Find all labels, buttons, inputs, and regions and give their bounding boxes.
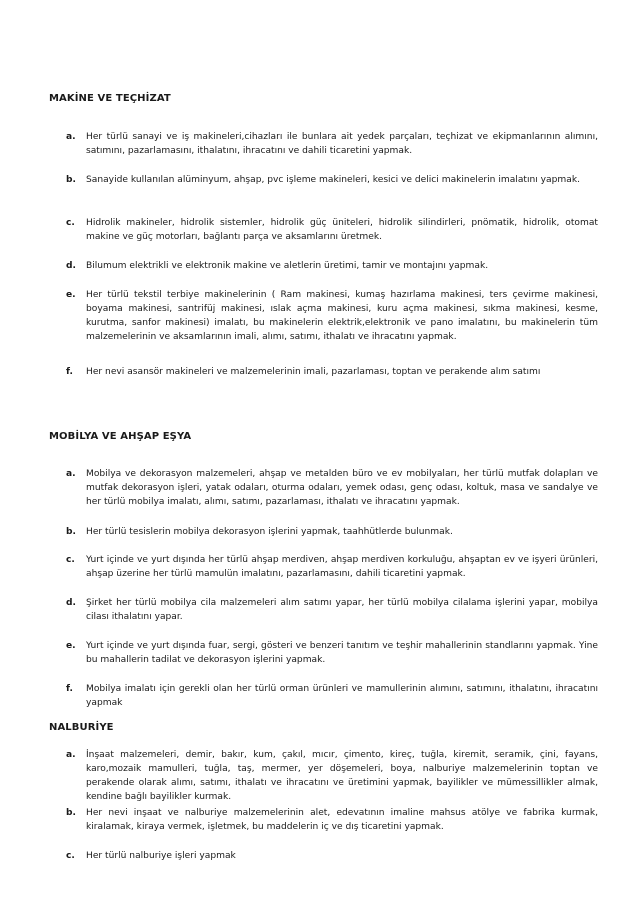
item-text: Her nevi asansör makineleri ve malzemelerinin imali, pazarlaması, toptan ve perakende alım satımı: [86, 367, 541, 377]
item-text: Her türlü tesislerin mobilya dekorasyon işlerini yapmak, taahhütlerde bulunmak.: [86, 527, 453, 537]
list-item: [66, 849, 598, 863]
section-heading-mobilya: MOBİLYA VE AHŞAP EŞYA: [49, 431, 192, 442]
item-letter: d.: [66, 598, 76, 608]
item-letter: b.: [66, 808, 76, 818]
item-letter: a.: [66, 469, 76, 479]
item-text: İnşaat malzemeleri, demir, bakır, kum, çakıl, mıcır, çimento, kireç, tuğla, kiremit, seramik, çini, fayans, karo,mozaik mamulleri, tuğla, taş, mermer, yer döşemeleri, boya, nalburiye malzemelerinin toptan ve perakende olarak alımı, satımı, ithalatı ve ihracatını ve üretimini yapmak, bayilikler ve mümessillikler almak, kendine bağlı bayilikler kurmak.: [86, 750, 598, 802]
item-text: Mobilya imalatı için gerekli olan her türlü orman ürünleri ve mamullerinin alımını, satımını, ithalatını, ihracatını yapmak: [86, 684, 598, 708]
list-item: [66, 259, 598, 273]
item-text: Yurt içinde ve yurt dışında her türlü ahşap merdiven, ahşap merdiven korkuluğu, ahşaptan ev ve işyeri ürünleri, ahşap üzerine her türlü mamulün imalatını, pazarlamasını, dahili ticaretini yapmak.: [86, 555, 598, 579]
item-text: Hidrolik makineler, hidrolik sistemler, hidrolik güç üniteleri, hidrolik silindirleri, pnömatik, hidrolik, otomat makine ve güç motorları, bağlantı parça ve aksamlarını üretmek.: [86, 218, 598, 242]
item-letter: c.: [66, 218, 75, 228]
item-letter: e.: [66, 641, 76, 651]
item-letter: b.: [66, 175, 76, 185]
list-item: [66, 553, 598, 581]
list-item: [66, 596, 598, 624]
list-item: [66, 216, 598, 244]
item-letter: e.: [66, 290, 76, 300]
list-item: [66, 467, 598, 509]
item-text: Her nevi inşaat ve nalburiye malzemelerinin alet, edevatının imaline mahsus atölye ve fabrika kurmak, kiralamak, kiraya vermek, işletmek, bu maddelerin iç ve dış ticaretini yapmak.: [86, 808, 598, 832]
item-letter: f.: [66, 367, 73, 377]
item-text: Sanayide kullanılan alüminyum, ahşap, pvc işleme makineleri, kesici ve delici makinelerin imalatını yapmak.: [86, 175, 580, 185]
item-text: Mobilya ve dekorasyon malzemeleri, ahşap ve metalden büro ve ev mobilyaları, her türlü mutfak dolapları ve mutfak dekorasyon işleri, yatak odaları, oturma odaları, yemek odası, genç odası, koltuk, masa ve sandalye ve her türlü mobilya imalatı, alımı, satımı, pazarlaması, ithalatı ve ihracatını yapmak.: [86, 469, 598, 507]
list-item: [66, 639, 598, 667]
item-letter: f.: [66, 684, 73, 694]
list-item: [66, 682, 598, 710]
list-item: [66, 288, 598, 344]
item-text: Her türlü sanayi ve iş makineleri,cihazları ile bunlara ait yedek parçaları, teçhizat ve ekipmanlarının alımını, satımını, pazarlamasını, ithalatını, ihracatını ve dahili ticaretini yapmak.: [86, 132, 598, 156]
list-item: [66, 173, 598, 187]
list-item: [66, 130, 598, 158]
list-item: [66, 525, 598, 539]
list-item: [66, 365, 598, 379]
item-letter: d.: [66, 261, 76, 271]
item-text: Bilumum elektrikli ve elektronik makine ve aletlerin üretimi, tamir ve montajını yapmak.: [86, 261, 489, 271]
list-item: [66, 748, 598, 804]
item-text: Her türlü tekstil terbiye makinelerinin ( Ram makinesi, kumaş hazırlama makinesi, ters çevirme makinesi, boyama makinesi, santrifüj makinesi, ıslak açma makinesi, kuru açma makinesi, sıkma makinesi, kesme, kurutma, sanfor makinesi) imalatı, bu makinelerin elektrik,elektronik ve pano imalatını, bu makinelerin tüm malzemelerinin ve aksamlarının imali, alımı, satımı, ithalatı ve ihracatını yapmak.: [86, 290, 598, 342]
item-text: Her türlü nalburiye işleri yapmak: [86, 851, 236, 861]
item-letter: a.: [66, 132, 76, 142]
item-letter: c.: [66, 851, 75, 861]
item-letter: c.: [66, 555, 75, 565]
item-text: Şirket her türlü mobilya cila malzemeleri alım satımı yapar, her türlü mobilya cilalama işlerini yapar, mobilya cilası ithalatını yapar.: [86, 598, 598, 622]
section-heading-makine: MAKİNE VE TEÇHİZAT: [49, 93, 171, 104]
item-letter: a.: [66, 750, 76, 760]
item-text: Yurt içinde ve yurt dışında fuar, sergi, gösteri ve benzeri tanıtım ve teşhir mahallerinin standlarını yapmak. Yine bu mahallerin tadilat ve dekorasyon işlerini yapmak.: [86, 641, 598, 665]
section-heading-nalburiye: NALBURİYE: [49, 722, 114, 733]
list-item: [66, 806, 598, 834]
item-letter: b.: [66, 527, 76, 537]
